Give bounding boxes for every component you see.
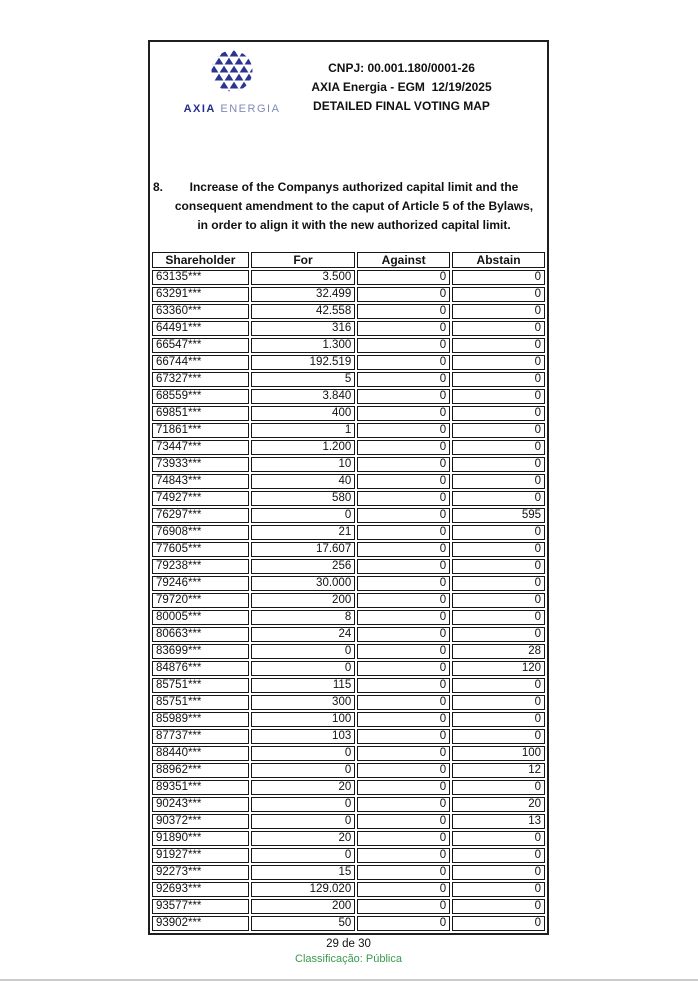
table-row <box>152 491 545 506</box>
table-row <box>152 406 545 421</box>
vote-cell: 1.200 <box>251 440 355 455</box>
column-header: Against <box>357 252 450 268</box>
vote-cell: 0 <box>357 814 450 829</box>
voting-map-page <box>148 40 549 935</box>
shareholder-cell: 73933*** <box>152 457 249 472</box>
shareholder-cell: 76297*** <box>152 508 249 523</box>
vote-cell: 0 <box>357 899 450 914</box>
table-row <box>152 287 545 302</box>
axia-globe-icon <box>209 49 255 95</box>
table-row <box>152 797 545 812</box>
vote-cell: 0 <box>357 457 450 472</box>
shareholder-cell: 63291*** <box>152 287 249 302</box>
shareholder-cell: 91927*** <box>152 848 249 863</box>
shareholder-cell: 85751*** <box>152 678 249 693</box>
vote-cell: 0 <box>452 457 545 472</box>
shareholder-cell: 89351*** <box>152 780 249 795</box>
bottom-divider <box>0 979 698 981</box>
table-row <box>152 916 545 931</box>
vote-cell: 13 <box>452 814 545 829</box>
vote-cell: 0 <box>452 882 545 897</box>
vote-cell: 0 <box>452 593 545 608</box>
vote-cell: 17.607 <box>251 542 355 557</box>
table-row <box>152 848 545 863</box>
table-row <box>152 593 545 608</box>
shareholder-cell: 79720*** <box>152 593 249 608</box>
table-row <box>152 423 545 438</box>
vote-cell: 3.500 <box>251 270 355 285</box>
shareholder-cell: 84876*** <box>152 661 249 676</box>
brand-secondary: ENERGIA <box>220 103 281 115</box>
shareholder-cell: 71861*** <box>152 423 249 438</box>
vote-cell: 20 <box>452 797 545 812</box>
table-row <box>152 695 545 710</box>
vote-cell: 0 <box>357 916 450 931</box>
shareholder-cell: 88962*** <box>152 763 249 778</box>
vote-cell: 0 <box>452 610 545 625</box>
vote-cell: 0 <box>357 729 450 744</box>
table-header-row <box>152 252 545 268</box>
vote-cell: 0 <box>452 831 545 846</box>
shareholder-cell: 73447*** <box>152 440 249 455</box>
vote-cell: 0 <box>357 372 450 387</box>
vote-cell: 15 <box>251 865 355 880</box>
vote-cell: 30.000 <box>251 576 355 591</box>
vote-cell: 0 <box>452 304 545 319</box>
vote-cell: 200 <box>251 899 355 914</box>
vote-cell: 0 <box>452 780 545 795</box>
vote-cell: 0 <box>357 695 450 710</box>
vote-cell: 0 <box>357 865 450 880</box>
vote-cell: 50 <box>251 916 355 931</box>
shareholder-cell: 90372*** <box>152 814 249 829</box>
axia-logo <box>162 47 302 170</box>
vote-cell: 0 <box>357 491 450 506</box>
vote-cell: 21 <box>251 525 355 540</box>
vote-cell: 103 <box>251 729 355 744</box>
vote-cell: 120 <box>452 661 545 676</box>
vote-cell: 0 <box>452 355 545 370</box>
vote-cell: 28 <box>452 644 545 659</box>
table-row <box>152 372 545 387</box>
shareholder-cell: 91890*** <box>152 831 249 846</box>
vote-cell: 400 <box>251 406 355 421</box>
header-doc-title: DETAILED FINAL VOTING MAP <box>313 99 490 113</box>
vote-cell: 0 <box>452 440 545 455</box>
vote-cell: 0 <box>357 661 450 676</box>
agenda-item-text: Increase of the Companys authorized capital limit and the consequent amendment to the caput of Article 5 of the Bylaws, in order to align it with the new authorized capital limit. <box>174 180 534 232</box>
shareholder-cell: 74843*** <box>152 474 249 489</box>
vote-cell: 0 <box>452 576 545 591</box>
vote-cell: 0 <box>452 627 545 642</box>
table-row <box>152 321 545 336</box>
shareholder-cell: 66547*** <box>152 338 249 353</box>
table-row <box>152 627 545 642</box>
vote-cell: 0 <box>452 338 545 353</box>
table-row <box>152 763 545 778</box>
vote-cell: 0 <box>357 627 450 642</box>
table-row <box>152 440 545 455</box>
vote-cell: 3.840 <box>251 389 355 404</box>
table-row <box>152 882 545 897</box>
shareholder-cell: 85989*** <box>152 712 249 727</box>
vote-cell: 0 <box>357 474 450 489</box>
brand-primary: AXIA <box>183 103 216 115</box>
vote-cell: 0 <box>357 712 450 727</box>
vote-cell: 0 <box>357 882 450 897</box>
vote-cell: 0 <box>357 644 450 659</box>
vote-cell: 0 <box>357 848 450 863</box>
vote-cell: 0 <box>357 831 450 846</box>
vote-cell: 40 <box>251 474 355 489</box>
column-header: Abstain <box>452 252 545 268</box>
vote-cell: 0 <box>357 797 450 812</box>
vote-cell: 0 <box>251 508 355 523</box>
table-row <box>152 576 545 591</box>
table-row <box>152 457 545 472</box>
shareholder-cell: 68559*** <box>152 389 249 404</box>
page-number: 29 de 30 <box>326 938 371 950</box>
vote-cell: 595 <box>452 508 545 523</box>
table-row <box>152 270 545 285</box>
vote-cell: 0 <box>251 661 355 676</box>
agenda-item-number: 8. <box>153 180 164 194</box>
voting-table <box>150 250 547 933</box>
vote-cell: 100 <box>251 712 355 727</box>
vote-cell: 0 <box>452 525 545 540</box>
vote-cell: 200 <box>251 593 355 608</box>
shareholder-cell: 79238*** <box>152 559 249 574</box>
header-title-block <box>302 47 537 170</box>
vote-cell: 0 <box>452 899 545 914</box>
vote-cell: 0 <box>357 355 450 370</box>
shareholder-cell: 77605*** <box>152 542 249 557</box>
table-row <box>152 508 545 523</box>
vote-cell: 10 <box>251 457 355 472</box>
shareholder-cell: 76908*** <box>152 525 249 540</box>
vote-cell: 32.499 <box>251 287 355 302</box>
vote-cell: 42.558 <box>251 304 355 319</box>
table-row <box>152 525 545 540</box>
table-row <box>152 814 545 829</box>
shareholder-cell: 63135*** <box>152 270 249 285</box>
agenda-item <box>150 170 547 250</box>
vote-cell: 0 <box>452 542 545 557</box>
vote-cell: 0 <box>452 389 545 404</box>
vote-cell: 0 <box>357 780 450 795</box>
header-cnpj: CNPJ: 00.001.180/0001-26 <box>328 61 475 75</box>
vote-cell: 316 <box>251 321 355 336</box>
shareholder-cell: 83699*** <box>152 644 249 659</box>
vote-cell: 0 <box>452 916 545 931</box>
table-row <box>152 678 545 693</box>
vote-cell: 0 <box>357 763 450 778</box>
shareholder-cell: 87737*** <box>152 729 249 744</box>
vote-cell: 0 <box>357 678 450 693</box>
vote-cell: 0 <box>452 865 545 880</box>
vote-cell: 0 <box>357 593 450 608</box>
vote-cell: 0 <box>452 491 545 506</box>
table-row <box>152 780 545 795</box>
vote-cell: 192.519 <box>251 355 355 370</box>
vote-cell: 0 <box>452 559 545 574</box>
table-row <box>152 338 545 353</box>
vote-cell: 24 <box>251 627 355 642</box>
vote-cell: 0 <box>357 321 450 336</box>
vote-cell: 0 <box>357 440 450 455</box>
vote-cell: 0 <box>452 712 545 727</box>
vote-cell: 0 <box>357 746 450 761</box>
vote-cell: 0 <box>251 814 355 829</box>
vote-cell: 0 <box>251 763 355 778</box>
classification-label: Classificação: Pública <box>295 953 402 965</box>
vote-cell: 0 <box>452 678 545 693</box>
shareholder-cell: 69851*** <box>152 406 249 421</box>
table-row <box>152 304 545 319</box>
vote-cell: 0 <box>452 729 545 744</box>
vote-cell: 8 <box>251 610 355 625</box>
vote-cell: 256 <box>251 559 355 574</box>
document-header <box>150 42 547 170</box>
vote-cell: 1 <box>251 423 355 438</box>
column-header: For <box>251 252 355 268</box>
vote-cell: 0 <box>452 287 545 302</box>
vote-cell: 0 <box>357 270 450 285</box>
shareholder-cell: 85751*** <box>152 695 249 710</box>
table-row <box>152 389 545 404</box>
shareholder-cell: 80663*** <box>152 627 249 642</box>
shareholder-cell: 67327*** <box>152 372 249 387</box>
table-row <box>152 610 545 625</box>
shareholder-cell: 80005*** <box>152 610 249 625</box>
vote-cell: 100 <box>452 746 545 761</box>
vote-cell: 20 <box>251 780 355 795</box>
vote-cell: 580 <box>251 491 355 506</box>
table-row <box>152 865 545 880</box>
table-row <box>152 474 545 489</box>
vote-cell: 0 <box>357 508 450 523</box>
vote-cell: 0 <box>251 644 355 659</box>
vote-cell: 129.020 <box>251 882 355 897</box>
vote-cell: 0 <box>357 389 450 404</box>
vote-cell: 0 <box>452 848 545 863</box>
vote-cell: 0 <box>357 304 450 319</box>
vote-cell: 20 <box>251 831 355 846</box>
shareholder-cell: 93577*** <box>152 899 249 914</box>
shareholder-cell: 90243*** <box>152 797 249 812</box>
table-row <box>152 899 545 914</box>
vote-cell: 0 <box>357 525 450 540</box>
shareholder-cell: 92273*** <box>152 865 249 880</box>
table-row <box>152 831 545 846</box>
shareholder-cell: 92693*** <box>152 882 249 897</box>
vote-cell: 0 <box>452 474 545 489</box>
vote-cell: 0 <box>452 423 545 438</box>
vote-cell: 0 <box>357 406 450 421</box>
column-header: Shareholder <box>152 252 249 268</box>
vote-cell: 1.300 <box>251 338 355 353</box>
vote-cell: 300 <box>251 695 355 710</box>
vote-cell: 0 <box>357 610 450 625</box>
shareholder-cell: 63360*** <box>152 304 249 319</box>
shareholder-cell: 93902*** <box>152 916 249 931</box>
table-row <box>152 746 545 761</box>
shareholder-cell: 88440*** <box>152 746 249 761</box>
header-meeting: AXIA Energia - EGM 12/19/2025 <box>311 80 492 94</box>
shareholder-cell: 66744*** <box>152 355 249 370</box>
shareholder-cell: 74927*** <box>152 491 249 506</box>
shareholder-cell: 79246*** <box>152 576 249 591</box>
vote-cell: 0 <box>251 797 355 812</box>
vote-cell: 0 <box>251 848 355 863</box>
vote-cell: 0 <box>452 406 545 421</box>
vote-cell: 0 <box>357 287 450 302</box>
table-row <box>152 559 545 574</box>
table-row <box>152 729 545 744</box>
table-row <box>152 712 545 727</box>
vote-cell: 115 <box>251 678 355 693</box>
vote-cell: 0 <box>452 270 545 285</box>
vote-cell: 0 <box>357 542 450 557</box>
vote-cell: 0 <box>452 695 545 710</box>
vote-cell: 0 <box>452 321 545 336</box>
vote-cell: 0 <box>357 423 450 438</box>
shareholder-cell: 64491*** <box>152 321 249 336</box>
vote-cell: 12 <box>452 763 545 778</box>
vote-cell: 0 <box>251 746 355 761</box>
vote-cell: 0 <box>357 576 450 591</box>
table-row <box>152 644 545 659</box>
page-footer <box>148 937 549 966</box>
table-row <box>152 355 545 370</box>
vote-cell: 0 <box>452 372 545 387</box>
table-row <box>152 542 545 557</box>
vote-cell: 5 <box>251 372 355 387</box>
vote-cell: 0 <box>357 559 450 574</box>
vote-cell: 0 <box>357 338 450 353</box>
table-row <box>152 661 545 676</box>
brand-wordmark <box>162 103 302 115</box>
